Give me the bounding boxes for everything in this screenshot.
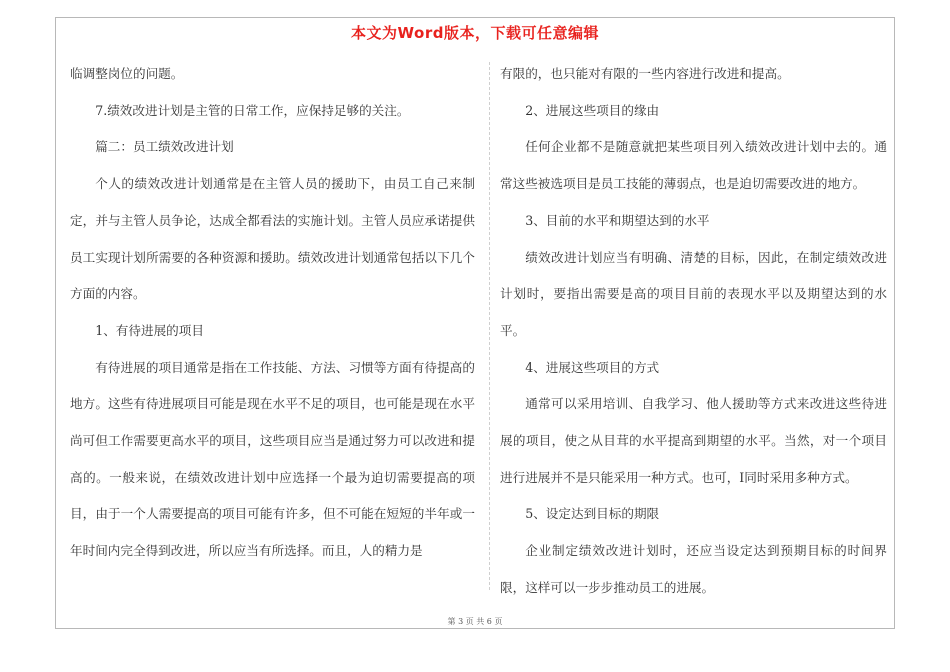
word-version-banner: 本文为Word版本，下载可任意编辑 bbox=[351, 24, 599, 42]
paragraph: 临调整岗位的问题。 bbox=[70, 66, 184, 81]
paragraph: 3、目前的水平和期望达到的水平 bbox=[525, 212, 710, 228]
paragraph: 企业制定绩效改进计划时，还应当设定达到预期目标的时间界限，这样可以一步步推动员工的进展。 bbox=[500, 543, 887, 595]
left-column bbox=[70, 56, 475, 570]
paragraph: 7.绩效改进计划是主管的日常工作，应保持足够的关注。 bbox=[95, 102, 410, 118]
paragraph: 篇二：员工绩效改进计划 bbox=[95, 139, 234, 155]
paragraph: 通常可以采用培训、自我学习、他人援助等方式来改进这些待进展的项目，使之从目茸的水平提高到期望的水平。当然，对一个项目进行进展并不是只能采用一种方式。也可，I同时采用多种方式。 bbox=[500, 396, 887, 485]
paragraph: 2、进展这些项目的缘由 bbox=[525, 102, 660, 118]
right-column bbox=[500, 56, 887, 607]
column-divider bbox=[489, 62, 490, 590]
paragraph: 有待进展的项目通常是指在工作技能、方法、习惯等方面有待提高的地方。这些有待进展项目可能是现在水平不足的项目，也可能是现在水平尚可但工作需要更高水平的项目，这些项目应当是通过努力可以改进和提高的。一般来说，在绩效改进计划中应选择一个最为迫切需要提高的项目，由于一个人需要提高的项目可能有许多，但不可能在短短的半年或一年时间内完全得到改进，所以应当有所选择。而且，人的精力是 bbox=[70, 359, 475, 559]
paragraph: 5、设定达到目标的期限 bbox=[525, 506, 660, 522]
page-number-footer: 第 3 页 共 6 页 bbox=[447, 617, 503, 626]
paragraph: 有限的，也只能对有限的一些内容进行改进和提高。 bbox=[500, 66, 790, 81]
paragraph: 绩效改进计划应当有明确、清楚的目标，因此，在制定绩效改进计划时，要指出需要是高的项目目前的表现水平以及期望达到的水平。 bbox=[500, 249, 887, 338]
paragraph: 1、有待进展的项目 bbox=[95, 322, 204, 338]
paragraph: 4、进展这些项目的方式 bbox=[525, 359, 660, 375]
paragraph: 任何企业都不是随意就把某些项目列入绩效改进计划中去的。通常这些被选项目是员工技能的薄弱点，也是迫切需要改进的地方。 bbox=[500, 139, 887, 192]
paragraph: 个人的绩效改进计划通常是在主管人员的援助下，由员工自己来制定，并与主管人员争论，达成全都看法的实施计划。主管人员应承诺提供员工实现计划所需要的各种资源和援助。绩效改进计划通常包括以下几个方面的内容。 bbox=[70, 176, 475, 302]
